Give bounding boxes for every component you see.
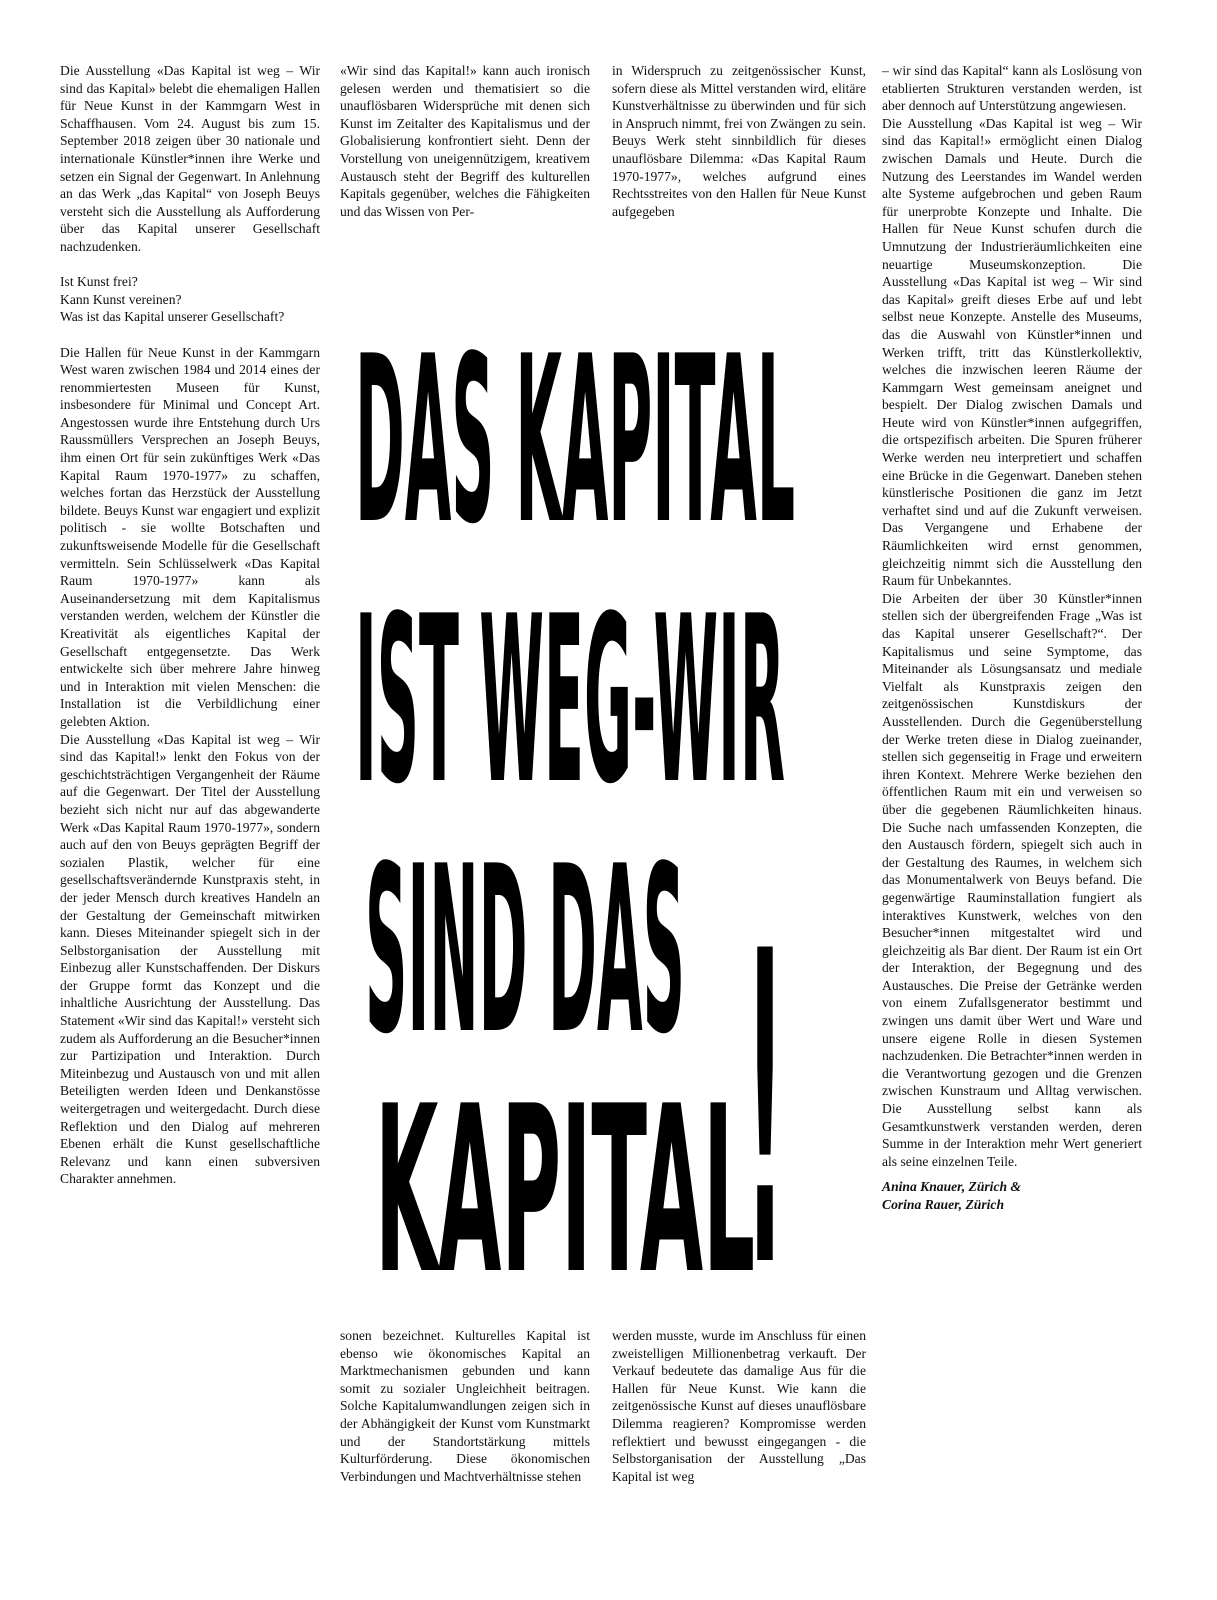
sale-paragraph: werden musste, wurde im Anschluss für einen zweistelligen Millionenbetrag verkauft. Der Verkauf bedeutete das damalige Aus für die Hallen für Neue Kunst. Wie kann die zeitgenössische Kunst auf dieses unauflösbare Dilemma reagieren? Kompromisse werden reflektiert und bewusst eingegangen - die Selbstorganisation der Ausstellung „Das Kapital ist weg: [612, 1328, 866, 1484]
question-1: Ist Kunst frei?: [60, 274, 138, 290]
exhibition-paragraph: Die Ausstellung «Das Kapital ist weg – Wir sind das Kapital!» lenkt den Fokus von der geschichtsträchtigen Vergangenheit der Räume auf die Gegenwart. Der Titel der Ausstellung bezieht sich nicht nur auf das abgewanderte Werk «Das Kapital Raum 1970-1977», sondern auch auf den von Beuys geprägten Begriff der sozialen Plastik, welcher für eine gesellschaftsverändernde Kunstpraxis steht, in der jeder Mensch durch kreatives Handeln an der Gestaltung der Gemeinschaft mitwirken kann. Dieses Miteinander spiegelt sich in der Selbstorganisation der Ausstellung mit Einbezug aller Kunstschaffenden. Der Diskurs der Gruppe formt das Konzept und die inhaltliche Ausrichtung der Ausstellung. Das Statement «Wir sind das Kapital!» versteht sich zudem als Aufforderung an die Besucher*innen zur Partizipation und Interaktion. Durch Miteinbezug und Austausch von und mit allen Beteiligten werden Ideen und Denkanstösse weitergetragen und weitergedacht. Durch diese Reflektion und den Dialog auf mehreren Ebenen erhält die Kunst gesellschaftliche Relevanz und kann einen subversiven Charakter annehmen.: [60, 731, 320, 1187]
column-2-top: [340, 62, 590, 220]
brush-lettering-title: [345, 270, 865, 1320]
works-paragraph: Die Arbeiten der über 30 Künstler*innen stellen sich der übergreifenden Frage „Was ist das Kapital unserer Gesellschaft?“. Der Kapitalismus und seine Symptome, das Miteinander als Lösungsansatz und mediale Vielfalt als Kunstpraxis zeigen den zeitgenössischen Kunstdiskurs der Ausstellenden. Durch die Gegenüberstellung der Werke treten diese in Dialog zueinander, stellen sich gegenseitig in Frage und erweitern ihren Kontext. Mehrere Werke beziehen den öffentlichen Raum mit ein und verweisen so über die gegebenen Räumlichkeiten hinaus. Die Suche nach umfassenden Konzepten, die den Austausch fördern, spiegelt sich auch in der Gestaltung des Raumes, in welchem sich das Monumentalwerk von Beuys befand. Die gegenwärtige Rauminstallation fungiert als interaktives Kunstwerk, welches von den Besucher*innen mitgestaltet wird und gleichzeitig als Bar dient. Der Raum ist ein Ort der Interaktion, der Begegnung und des Austausches. Die Preise der Getränke werden von einem Zufallsgenerator bestimmt und zwingen uns damit über Wert und Ware und unsere eigene Rolle in diesen Systemen nachzudenken. Die Betrachter*innen werden in die Verantwortung gezogen und die Grenzen zwischen Kunstraum und Alltag verwischen. Die Ausstellung selbst kann als Gesamtkunstwerk verstanden werden, deren Summe in der Interaktion mehr Wert generiert als seine einzelnen Teile.: [882, 590, 1142, 1169]
irony-paragraph: «Wir sind das Kapital!» kann auch ironisch gelesen werden und thematisiert so die unauflösbaren Widersprüche mit denen sich Kunst im Zeitalter des Kapitalismus und der Globalisierung konfrontiert sieht. Denn der Vorstellung von uneigennützigem, kreativem Austausch steht der Begriff des kulturellen Kapitals gegenüber, welches die Fähigkeiten und das Wissen von Per-: [340, 63, 590, 219]
title-line-2: IST WEG-WIR: [355, 568, 785, 835]
column-3-bottom: [612, 1327, 866, 1485]
column-2-bottom: [340, 1327, 590, 1485]
column-1: [60, 62, 320, 1188]
question-3: Was ist das Kapital unserer Gesellschaft?: [60, 309, 285, 325]
question-2: Kann Kunst vereinen?: [60, 291, 182, 307]
dilemma-paragraph: in Widerspruch zu zeitgenössischer Kunst, sofern diese als Mittel verstanden wird, elitäre Kunstverhältnisse zu überwinden und für sich in Anspruch nimmt, frei von Zwängen zu sein. Beuys Werk steht sinnbildlich für dieses unauflösbare Dilemma: «Das Kapital Raum 1970-1977», welches aufgrund eines Rechtsstreites von den Hallen für Neue Kunst aufgegeben: [612, 63, 866, 219]
title-exclamation: !: [745, 862, 785, 1320]
signature-line-1: Anina Knauer, Zürich &: [882, 1179, 1022, 1195]
column-4: [882, 62, 1142, 1214]
title-line-4: KAPITAL: [375, 1058, 755, 1320]
signature-line-2: Corina Rauer, Zürich: [882, 1197, 1005, 1212]
dialogue-paragraph: Die Ausstellung «Das Kapital ist weg – Wir sind das Kapital!» ermöglicht einen Dialog zwischen Damals und Heute. Durch die Nutzung des Leerstandes im Wandel werden alte Systeme aufgebrochen und geben Raum für unerprobte Konzepte und Inhalte. Die Hallen für Neue Kunst schufen durch die Umnutzung der Industrieräumlichkeiten eine neuartige Museumskonzeption. Die Ausstellung «Das Kapital ist weg – Wir sind das Kapital» greift dieses Erbe auf und lebt selbst neue Konzepte. Anstelle des Museums, das die Auswahl von Künstler*innen und Werken trifft, tritt das Künstlerkollektiv, welches die inzwischen leeren Räume der Kammgarn West gemeinsam aneignet und bespielt. Der Dialog zwischen Damals und Heute wird von Künstler*innen aufgegriffen, die ortspezifisch arbeiten. Die Spuren früherer Werke werden neu interpretiert und schaffen eine Brücke in die Gegenwart. Daneben stehen künstlerische Positionen die ganz im Jetzt verhaftet sind und auf die Zukunft verweisen. Das Vergangene und Erhabene der Räumlichkeiten wird ernst genommen, gleichzeitig nimmt sich die Ausstellung den Raum für Unbekanntes.: [882, 115, 1142, 589]
title-line-1: DAS KAPITAL: [355, 308, 795, 575]
history-paragraph: Die Hallen für Neue Kunst in der Kammgarn West waren zwischen 1984 und 2014 eines der renommiertesten Museen für Kunst, insbesondere für Minimal und Concept Art. Angestossen wurde ihre Entstehung durch Urs Raussmüllers Versprechen an Joseph Beuys, ihm einen Ort für sein zukünftiges Werk «Das Kapital Raum 1970-1977» zu schaffen, welches fortan das Herzstück der Ausstellung bildete. Beuys Kunst war engagiert und explizit politisch - sie wollte Botschaften und zukunftsweisende Modelle für die Gesellschaft vermitteln. Sein Schlüsselwerk «Das Kapital Raum 1970-1977» kann als Auseinandersetzung mit dem Kapitalismus verstanden werden, welchem der Künstler die Kreativität als eigentliches Kapital der Gesellschaft entgegensetzte. Das Werk entwickelte sich über mehrere Jahre hinweg und in Interaktion mit vielen Menschen: die Installation ist die Verbildlichung einer gelebten Aktion.: [60, 344, 320, 729]
intro-paragraph: Die Ausstellung «Das Kapital ist weg – Wir sind das Kapital» belebt die ehemaligen Hallen für Neue Kunst in der Kammgarn West in Schaffhausen. Vom 24. August bis zum 15. September 2018 zeigen über 30 nationale und internationale Künstler*innen ihre Werke und setzen ein Signal der Gegenwart. In Anlehnung an das Werk „das Kapital“ von Joseph Beuys versteht sich die Ausstellung als Aufforderung über das Kapital unserer Gesellschaft nachzudenken.: [60, 63, 320, 254]
cultural-capital-paragraph: sonen bezeichnet. Kulturelles Kapital ist ebenso wie ökonomisches Kapital an Marktmechanismen gebunden und kann somit zu sozialer Ungleichheit beitragen. Solche Kapitalumwandlungen zeigen sich in der Abhängigkeit der Kunst vom Kunstmarkt und der Standortstärkung mittels Kulturförderung. Diese ökonomischen Verbindungen und Machtverhältnisse stehen: [340, 1328, 590, 1484]
detachment-paragraph: – wir sind das Kapital“ kann als Loslösung von etablierten Strukturen verstanden werden, ist aber dennoch auf Unterstützung angewiesen.: [882, 63, 1142, 114]
column-3-top: [612, 62, 866, 220]
title-line-3: SIND DAS: [365, 818, 685, 1085]
